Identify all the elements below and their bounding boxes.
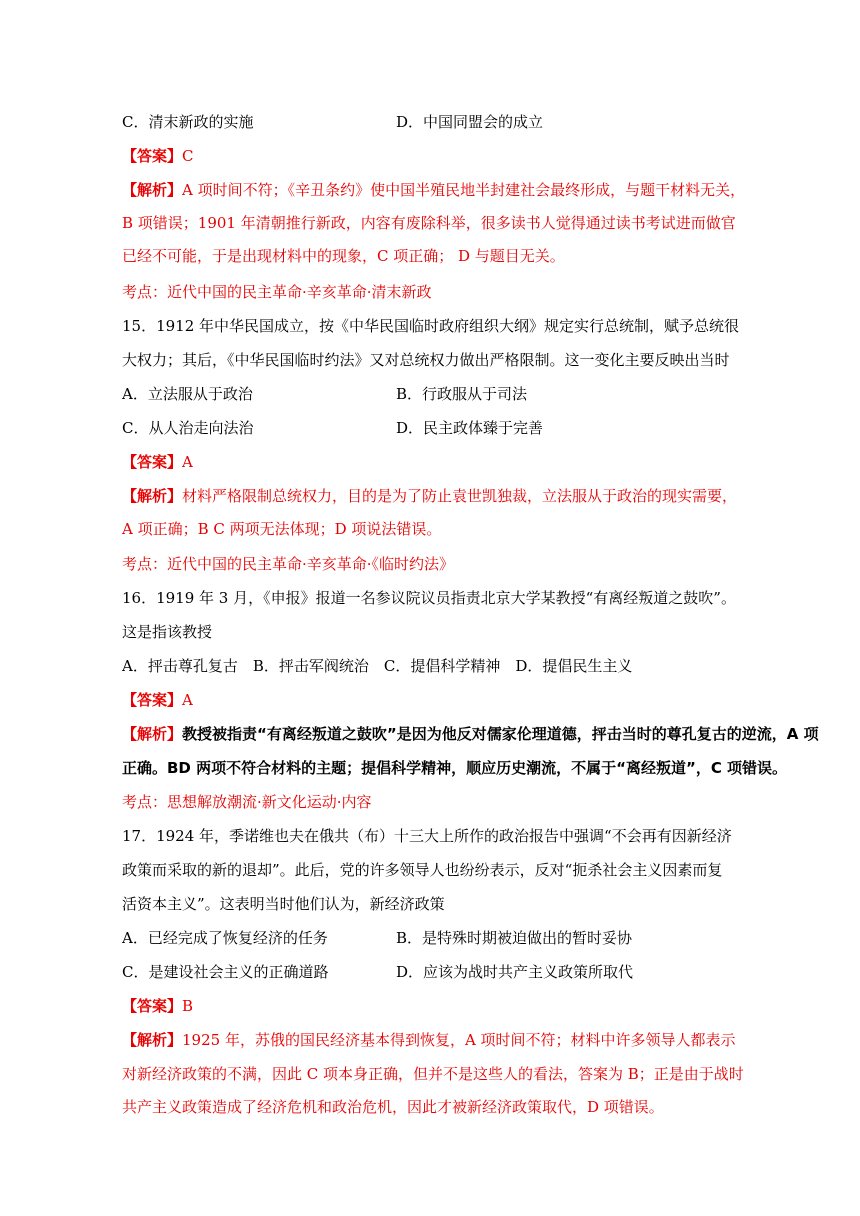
q16-analysis-line-2: 正确。BD 两项不符合材料的主题；提倡科学精神，顺应历史潮流，不属于“离经叛道”，C 项错误。 [122, 759, 788, 777]
q14-analysis-line-1 [122, 180, 745, 200]
q17-analysis-line-1 [122, 1030, 736, 1050]
analysis-text: 材料严格限制总统权力，目的是为了防止袁世凯独裁，立法服从于政治的现实需要， [182, 487, 738, 505]
q15-stem-line-2: 大权力；其后，《中华民国临时约法》又对总统权力做出严格限制。这一变化主要反映出当时 [122, 351, 730, 369]
q17-option-d: D．应该为战时共产主义政策所取代 [396, 963, 634, 981]
answer-value: A [182, 691, 193, 709]
q15-topic: 考点：近代中国的民主革命·辛亥革命·《临时约法》 [122, 555, 455, 573]
q14-analysis-line-2: B 项错误；1901 年清朝推行新政，内容有废除科举，很多读书人觉得通过读书考试进而做官 [122, 214, 736, 232]
q17-answer-line [122, 996, 193, 1016]
analysis-tag: 【解析】 [122, 181, 183, 199]
analysis-tag: 【解析】 [122, 1031, 183, 1049]
q14-option-d: D．中国同盟会的成立 [396, 113, 544, 131]
q17-option-c: C．是建设社会主义的正确道路 [122, 963, 329, 981]
q15-option-b: B．行政服从于司法 [396, 385, 528, 403]
analysis-text: 教授被指责“有离经叛道之鼓吹”是因为他反对儒家伦理道德，抨击当时的尊孔复古的逆流，A 项 [182, 725, 819, 743]
q15-option-c: C．从人治走向法治 [122, 419, 254, 437]
q15-option-d: D．民主政体臻于完善 [396, 419, 544, 437]
analysis-text: 1925 年，苏俄的国民经济基本得到恢复，A 项时间不符；材料中许多领导人都表示 [182, 1031, 736, 1049]
q16-topic: 考点：思想解放潮流·新文化运动·内容 [122, 793, 372, 811]
q14-option-c: C．清末新政的实施 [122, 113, 254, 131]
q16-stem-line-2: 这是指该教授 [122, 623, 213, 641]
q15-analysis-line-1 [122, 486, 737, 506]
analysis-text: A 项时间不符；《辛丑条约》使中国半殖民地半封建社会最终形成，与题干材料无关， [182, 181, 746, 199]
q17-stem-line-2: 政策而采取的新的退却”。此后，党的许多领导人也纷纷表示，反对“扼杀社会主义因素而复 [122, 861, 723, 879]
q16-answer-line [122, 690, 193, 710]
q15-analysis-line-2: A 项正确；B C 两项无法体现；D 项说法错误。 [122, 520, 442, 538]
q14-answer-line [122, 146, 194, 166]
answer-tag: 【答案】 [122, 691, 183, 709]
q17-option-a: A．已经完成了恢复经济的任务 [122, 929, 328, 947]
q17-stem-line-1: 17．1924 年，季诺维也夫在俄共（布）十三大上所作的政治报告中强调“不会再有因新经济 [122, 827, 732, 845]
q15-option-a: A．立法服从于政治 [122, 385, 253, 403]
q17-option-b: B．是特殊时期被迫做出的暂时妥协 [396, 929, 633, 947]
q16-options: A．抨击尊孔复古 B．抨击军阀统治 C．提倡科学精神 D．提倡民生主义 [122, 657, 633, 675]
analysis-tag: 【解析】 [122, 725, 183, 743]
answer-tag: 【答案】 [122, 147, 183, 165]
q15-answer-line [122, 452, 193, 472]
q17-analysis-line-2: 对新经济政策的不满，因此 C 项本身正确，但并不是这些人的看法，答案为 B；正是由于战时 [122, 1065, 744, 1083]
q17-analysis-line-3: 共产主义政策造成了经济危机和政治危机，因此才被新经济政策取代，D 项错误。 [122, 1098, 664, 1116]
answer-tag: 【答案】 [122, 997, 183, 1015]
analysis-tag: 【解析】 [122, 487, 183, 505]
q15-stem-line-1: 15．1912 年中华民国成立，按《中华民国临时政府组织大纲》规定实行总统制，赋予总统很 [122, 317, 740, 335]
answer-value: B [182, 997, 194, 1015]
answer-value: C [182, 147, 194, 165]
q17-stem-line-3: 活资本主义”。这表明当时他们认为，新经济政策 [122, 895, 445, 913]
answer-tag: 【答案】 [122, 453, 183, 471]
q16-stem-line-1: 16．1919 年 3 月，《申报》报道一名参议院议员指责北京大学某教授“有离经叛道之鼓吹”。 [122, 589, 736, 607]
answer-value: A [182, 453, 193, 471]
q14-topic: 考点：近代中国的民主革命·辛亥革命·清末新政 [122, 283, 432, 301]
q14-analysis-line-3: 已经不可能，于是出现材料中的现象，C 项正确； D 与题目无关。 [122, 247, 565, 265]
q16-analysis-line-1 [122, 724, 819, 744]
